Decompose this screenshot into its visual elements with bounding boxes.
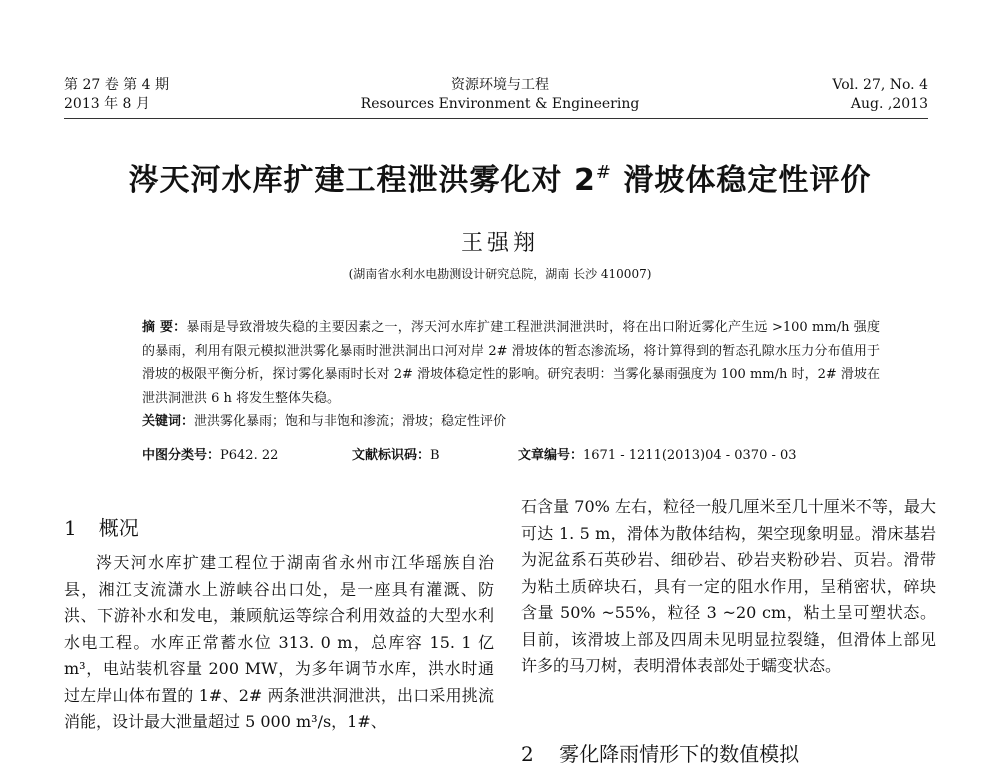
title-sup: # [595, 162, 612, 183]
right-column [521, 494, 936, 680]
keywords-paragraph [142, 410, 880, 434]
author-affiliation: (湖南省水利水电勘测设计研究总院，湖南 长沙 410007) [348, 267, 652, 281]
abstract-label: 摘 要： [142, 320, 187, 335]
title-tail: 滑坡体稳定性评价 [611, 163, 872, 198]
clc-value: P642. 22 [220, 448, 279, 463]
body-paragraph: 石含量 70% 左右，粒径一般几厘米至几十厘米不等，最大可达 1. 5 m，滑体为散体结构，架空现象明显。滑床基岩为泥盆系石英砂岩、细砂岩、砂岩夹粉砂岩、页岩。滑带为粘土质碎块石，具有一定的阻水作用，呈稍密状，碎块含量 50% ~55%，粒径 3 ~20 cm，粘土呈可塑状态。目前，该滑坡上部及四周未见明显拉裂缝，但滑体上部见许多的马刀树，表明滑体表部处于蠕变状态。 [521, 497, 936, 675]
section-heading [521, 738, 799, 767]
abstract-block [142, 316, 880, 434]
abstract-text: 暴雨是导致滑坡失稳的主要因素之一，涔天河水库扩建工程泄洪洞泄洪时，将在出口附近雾化产生远 >100 mm/h 强度的暴雨，利用有限元模拟泄洪雾化暴雨时泄洪洞出口河对岸 2# 滑坡体的暂态渗流场，将计算得到的暂态孔隙水压力分布值用于滑坡的极限平衡分析，探讨雾化暴雨时长对 2# 滑坡体稳定性的影响。研究表明：当雾化暴雨强度为 100 mm/h 时，2# 滑坡在泄洪洞泄洪 6 h 将发生整体失稳。 [142, 320, 880, 406]
author-name: 王强翔 [460, 231, 539, 256]
volume-line-en: Vol. 27, No. 4 [832, 77, 928, 93]
section-number: 1 [64, 516, 77, 540]
volume-line: 第 27 卷 第 4 期 [64, 77, 169, 93]
left-column [64, 550, 494, 736]
article-number [518, 444, 797, 463]
date-line: 2013 年 8 月 [64, 96, 150, 112]
paper-title [0, 155, 1000, 199]
keywords-text: 泄洪雾化暴雨；饱和与非饱和渗流；滑坡；稳定性评价 [194, 414, 507, 429]
body-paragraph: 涔天河水库扩建工程位于湖南省永州市江华瑶族自治县，湘江支流潇水上游峡谷出口处，是一座具有灌溉、防洪、下游补水和发电，兼顾航运等综合利用效益的大型水利水电工程。水库正常蓄水位 313. 0 m，总库容 15. 1 亿 m³，电站装机容量 200 MW，为多年调节水库，洪水时通过左岸山体布置的 1#、2# 两条泄洪洞泄洪，出口采用挑流消能，设计最大泄量超过 5 000 m³/s，1#、 [64, 553, 494, 731]
volume-info-en [832, 76, 928, 114]
journal-name-en: Resources Environment & Engineering [360, 96, 640, 112]
doc-value: B [430, 448, 440, 463]
section-title: 概况 [98, 516, 139, 540]
article-value: 1671 - 1211(2013)04 - 0370 - 03 [583, 448, 797, 463]
header-rule [64, 118, 928, 119]
journal-name-cn: 资源环境与工程 [451, 77, 549, 93]
doc-code [352, 444, 440, 463]
abstract-paragraph [142, 316, 880, 410]
clc-code [142, 444, 278, 463]
section-title: 雾化降雨情形下的数值模拟 [559, 742, 800, 766]
keywords-label: 关键词： [142, 414, 195, 429]
clc-label: 中图分类号： [142, 448, 221, 463]
date-line-en: Aug. ,2013 [850, 96, 928, 112]
section-heading [64, 512, 139, 541]
section-number: 2 [521, 742, 534, 766]
doc-label: 文献标识码： [352, 448, 431, 463]
article-label: 文章编号： [518, 448, 584, 463]
title-main: 涔天河水库扩建工程泄洪雾化对 2 [128, 163, 596, 198]
